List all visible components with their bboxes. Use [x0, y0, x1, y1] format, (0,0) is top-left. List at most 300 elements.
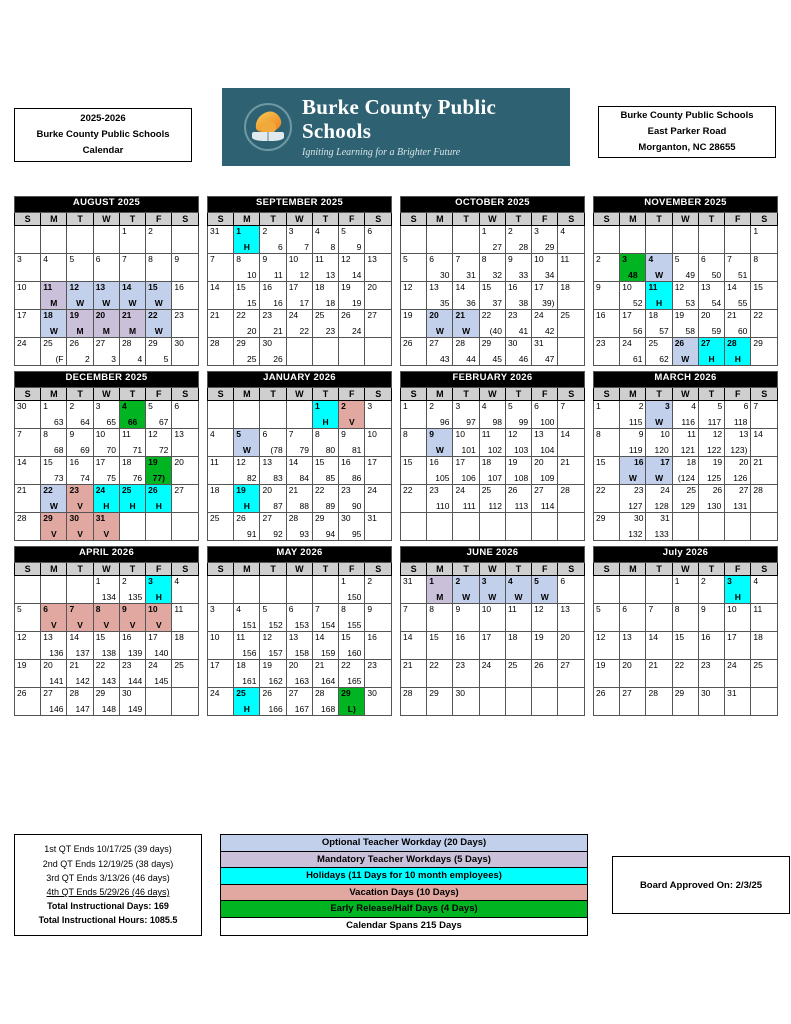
- day-cell[interactable]: [401, 485, 427, 513]
- day-cell[interactable]: [698, 632, 724, 660]
- day-cell[interactable]: [594, 338, 620, 366]
- day-cell[interactable]: [67, 401, 93, 429]
- day-cell[interactable]: [672, 688, 698, 716]
- day-cell[interactable]: [672, 429, 698, 457]
- day-cell[interactable]: [15, 254, 41, 282]
- day-cell[interactable]: [427, 338, 453, 366]
- day-cell[interactable]: [365, 457, 392, 485]
- day-cell[interactable]: [751, 429, 778, 457]
- day-cell[interactable]: [479, 226, 505, 254]
- day-cell[interactable]: [427, 310, 453, 338]
- day-cell[interactable]: [672, 660, 698, 688]
- day-cell[interactable]: [672, 338, 698, 366]
- day-cell[interactable]: [41, 513, 67, 541]
- day-cell[interactable]: [41, 282, 67, 310]
- day-cell[interactable]: [401, 457, 427, 485]
- day-cell[interactable]: [532, 604, 558, 632]
- day-cell[interactable]: [725, 576, 751, 604]
- day-cell[interactable]: [620, 310, 646, 338]
- day-cell[interactable]: [427, 401, 453, 429]
- day-cell[interactable]: [505, 604, 531, 632]
- day-cell[interactable]: [725, 688, 751, 716]
- day-cell[interactable]: [234, 485, 260, 513]
- day-cell[interactable]: [505, 576, 531, 604]
- day-cell[interactable]: [427, 576, 453, 604]
- day-cell[interactable]: [234, 429, 260, 457]
- day-cell[interactable]: [234, 226, 260, 254]
- day-cell[interactable]: [286, 513, 312, 541]
- day-cell[interactable]: [505, 429, 531, 457]
- day-cell[interactable]: [620, 282, 646, 310]
- day-cell[interactable]: [312, 401, 338, 429]
- day-cell[interactable]: [260, 660, 286, 688]
- day-cell[interactable]: [234, 660, 260, 688]
- day-cell[interactable]: [751, 310, 778, 338]
- day-cell[interactable]: [594, 688, 620, 716]
- day-cell[interactable]: [172, 338, 199, 366]
- day-cell[interactable]: [146, 485, 172, 513]
- day-cell[interactable]: [208, 457, 234, 485]
- day-cell[interactable]: [208, 632, 234, 660]
- day-cell[interactable]: [339, 660, 365, 688]
- day-cell[interactable]: [365, 429, 392, 457]
- day-cell[interactable]: [146, 457, 172, 485]
- day-cell[interactable]: [453, 632, 479, 660]
- day-cell[interactable]: [15, 282, 41, 310]
- day-cell[interactable]: [286, 254, 312, 282]
- day-cell[interactable]: [93, 457, 119, 485]
- day-cell[interactable]: [427, 429, 453, 457]
- day-cell[interactable]: [312, 457, 338, 485]
- day-cell[interactable]: [751, 660, 778, 688]
- day-cell[interactable]: [41, 604, 67, 632]
- day-cell[interactable]: [365, 401, 392, 429]
- day-cell[interactable]: [339, 401, 365, 429]
- day-cell[interactable]: [646, 513, 672, 541]
- day-cell[interactable]: [339, 576, 365, 604]
- day-cell[interactable]: [620, 688, 646, 716]
- day-cell[interactable]: [401, 688, 427, 716]
- day-cell[interactable]: [401, 604, 427, 632]
- day-cell[interactable]: [594, 401, 620, 429]
- day-cell[interactable]: [427, 688, 453, 716]
- day-cell[interactable]: [594, 429, 620, 457]
- day-cell[interactable]: [505, 282, 531, 310]
- day-cell[interactable]: [672, 457, 698, 485]
- day-cell[interactable]: [453, 604, 479, 632]
- day-cell[interactable]: [365, 485, 392, 513]
- day-cell[interactable]: [594, 660, 620, 688]
- day-cell[interactable]: [751, 254, 778, 282]
- day-cell[interactable]: [505, 457, 531, 485]
- day-cell[interactable]: [286, 688, 312, 716]
- day-cell[interactable]: [401, 310, 427, 338]
- day-cell[interactable]: [260, 457, 286, 485]
- day-cell[interactable]: [558, 660, 585, 688]
- day-cell[interactable]: [401, 401, 427, 429]
- day-cell[interactable]: [365, 576, 392, 604]
- day-cell[interactable]: [620, 660, 646, 688]
- day-cell[interactable]: [698, 485, 724, 513]
- day-cell[interactable]: [339, 310, 365, 338]
- day-cell[interactable]: [208, 310, 234, 338]
- day-cell[interactable]: [725, 429, 751, 457]
- day-cell[interactable]: [672, 401, 698, 429]
- day-cell[interactable]: [453, 429, 479, 457]
- day-cell[interactable]: [339, 457, 365, 485]
- day-cell[interactable]: [725, 282, 751, 310]
- day-cell[interactable]: [146, 338, 172, 366]
- day-cell[interactable]: [93, 254, 119, 282]
- day-cell[interactable]: [312, 660, 338, 688]
- day-cell[interactable]: [672, 254, 698, 282]
- day-cell[interactable]: [479, 576, 505, 604]
- day-cell[interactable]: [119, 254, 145, 282]
- day-cell[interactable]: [698, 660, 724, 688]
- day-cell[interactable]: [725, 254, 751, 282]
- day-cell[interactable]: [725, 338, 751, 366]
- day-cell[interactable]: [646, 310, 672, 338]
- day-cell[interactable]: [646, 254, 672, 282]
- day-cell[interactable]: [234, 282, 260, 310]
- day-cell[interactable]: [93, 576, 119, 604]
- day-cell[interactable]: [672, 576, 698, 604]
- day-cell[interactable]: [479, 254, 505, 282]
- day-cell[interactable]: [620, 632, 646, 660]
- day-cell[interactable]: [505, 338, 531, 366]
- day-cell[interactable]: [286, 282, 312, 310]
- day-cell[interactable]: [620, 338, 646, 366]
- day-cell[interactable]: [532, 576, 558, 604]
- day-cell[interactable]: [339, 282, 365, 310]
- day-cell[interactable]: [286, 457, 312, 485]
- day-cell[interactable]: [41, 310, 67, 338]
- day-cell[interactable]: [41, 338, 67, 366]
- day-cell[interactable]: [172, 282, 199, 310]
- day-cell[interactable]: [532, 429, 558, 457]
- day-cell[interactable]: [260, 310, 286, 338]
- day-cell[interactable]: [67, 429, 93, 457]
- day-cell[interactable]: [260, 226, 286, 254]
- day-cell[interactable]: [119, 632, 145, 660]
- day-cell[interactable]: [532, 457, 558, 485]
- day-cell[interactable]: [93, 604, 119, 632]
- day-cell[interactable]: [339, 226, 365, 254]
- day-cell[interactable]: [208, 429, 234, 457]
- day-cell[interactable]: [41, 660, 67, 688]
- day-cell[interactable]: [208, 513, 234, 541]
- day-cell[interactable]: [15, 401, 41, 429]
- day-cell[interactable]: [505, 632, 531, 660]
- day-cell[interactable]: [427, 604, 453, 632]
- day-cell[interactable]: [698, 401, 724, 429]
- day-cell[interactable]: [312, 282, 338, 310]
- day-cell[interactable]: [41, 688, 67, 716]
- day-cell[interactable]: [234, 632, 260, 660]
- day-cell[interactable]: [479, 485, 505, 513]
- day-cell[interactable]: [146, 576, 172, 604]
- day-cell[interactable]: [365, 310, 392, 338]
- day-cell[interactable]: [532, 226, 558, 254]
- day-cell[interactable]: [260, 485, 286, 513]
- day-cell[interactable]: [646, 282, 672, 310]
- day-cell[interactable]: [208, 226, 234, 254]
- day-cell[interactable]: [286, 429, 312, 457]
- day-cell[interactable]: [67, 310, 93, 338]
- day-cell[interactable]: [453, 485, 479, 513]
- day-cell[interactable]: [119, 338, 145, 366]
- day-cell[interactable]: [725, 604, 751, 632]
- day-cell[interactable]: [594, 513, 620, 541]
- day-cell[interactable]: [594, 604, 620, 632]
- day-cell[interactable]: [646, 429, 672, 457]
- day-cell[interactable]: [751, 576, 778, 604]
- day-cell[interactable]: [365, 660, 392, 688]
- day-cell[interactable]: [725, 310, 751, 338]
- day-cell[interactable]: [558, 632, 585, 660]
- day-cell[interactable]: [646, 604, 672, 632]
- day-cell[interactable]: [146, 282, 172, 310]
- day-cell[interactable]: [15, 485, 41, 513]
- day-cell[interactable]: [286, 485, 312, 513]
- day-cell[interactable]: [453, 688, 479, 716]
- day-cell[interactable]: [505, 401, 531, 429]
- day-cell[interactable]: [119, 401, 145, 429]
- day-cell[interactable]: [698, 338, 724, 366]
- day-cell[interactable]: [725, 632, 751, 660]
- day-cell[interactable]: [15, 429, 41, 457]
- day-cell[interactable]: [286, 660, 312, 688]
- day-cell[interactable]: [594, 485, 620, 513]
- day-cell[interactable]: [172, 660, 199, 688]
- day-cell[interactable]: [672, 632, 698, 660]
- day-cell[interactable]: [172, 485, 199, 513]
- day-cell[interactable]: [558, 226, 585, 254]
- day-cell[interactable]: [234, 604, 260, 632]
- day-cell[interactable]: [479, 310, 505, 338]
- day-cell[interactable]: [93, 310, 119, 338]
- day-cell[interactable]: [146, 310, 172, 338]
- day-cell[interactable]: [558, 429, 585, 457]
- day-cell[interactable]: [119, 457, 145, 485]
- day-cell[interactable]: [260, 254, 286, 282]
- day-cell[interactable]: [672, 604, 698, 632]
- day-cell[interactable]: [453, 282, 479, 310]
- day-cell[interactable]: [620, 604, 646, 632]
- day-cell[interactable]: [339, 254, 365, 282]
- day-cell[interactable]: [146, 632, 172, 660]
- day-cell[interactable]: [532, 282, 558, 310]
- day-cell[interactable]: [67, 282, 93, 310]
- day-cell[interactable]: [698, 688, 724, 716]
- day-cell[interactable]: [479, 660, 505, 688]
- day-cell[interactable]: [41, 457, 67, 485]
- day-cell[interactable]: [208, 282, 234, 310]
- day-cell[interactable]: [15, 513, 41, 541]
- day-cell[interactable]: [286, 604, 312, 632]
- day-cell[interactable]: [365, 254, 392, 282]
- day-cell[interactable]: [401, 660, 427, 688]
- day-cell[interactable]: [505, 310, 531, 338]
- day-cell[interactable]: [427, 282, 453, 310]
- day-cell[interactable]: [41, 429, 67, 457]
- day-cell[interactable]: [93, 485, 119, 513]
- day-cell[interactable]: [93, 401, 119, 429]
- day-cell[interactable]: [365, 513, 392, 541]
- day-cell[interactable]: [505, 485, 531, 513]
- day-cell[interactable]: [453, 576, 479, 604]
- day-cell[interactable]: [698, 254, 724, 282]
- day-cell[interactable]: [172, 429, 199, 457]
- day-cell[interactable]: [365, 226, 392, 254]
- day-cell[interactable]: [260, 429, 286, 457]
- day-cell[interactable]: [234, 688, 260, 716]
- day-cell[interactable]: [41, 485, 67, 513]
- day-cell[interactable]: [725, 457, 751, 485]
- day-cell[interactable]: [208, 338, 234, 366]
- day-cell[interactable]: [15, 310, 41, 338]
- day-cell[interactable]: [15, 660, 41, 688]
- day-cell[interactable]: [453, 338, 479, 366]
- day-cell[interactable]: [339, 632, 365, 660]
- day-cell[interactable]: [558, 282, 585, 310]
- day-cell[interactable]: [479, 282, 505, 310]
- day-cell[interactable]: [725, 485, 751, 513]
- day-cell[interactable]: [260, 632, 286, 660]
- day-cell[interactable]: [620, 485, 646, 513]
- day-cell[interactable]: [260, 338, 286, 366]
- day-cell[interactable]: [339, 688, 365, 716]
- day-cell[interactable]: [479, 632, 505, 660]
- day-cell[interactable]: [453, 310, 479, 338]
- day-cell[interactable]: [146, 401, 172, 429]
- day-cell[interactable]: [146, 254, 172, 282]
- day-cell[interactable]: [172, 254, 199, 282]
- day-cell[interactable]: [698, 604, 724, 632]
- day-cell[interactable]: [505, 226, 531, 254]
- day-cell[interactable]: [67, 660, 93, 688]
- day-cell[interactable]: [234, 338, 260, 366]
- day-cell[interactable]: [505, 254, 531, 282]
- day-cell[interactable]: [312, 429, 338, 457]
- day-cell[interactable]: [594, 254, 620, 282]
- day-cell[interactable]: [401, 254, 427, 282]
- day-cell[interactable]: [725, 660, 751, 688]
- day-cell[interactable]: [558, 576, 585, 604]
- day-cell[interactable]: [479, 604, 505, 632]
- day-cell[interactable]: [312, 254, 338, 282]
- day-cell[interactable]: [532, 338, 558, 366]
- day-cell[interactable]: [67, 632, 93, 660]
- day-cell[interactable]: [620, 429, 646, 457]
- day-cell[interactable]: [427, 632, 453, 660]
- day-cell[interactable]: [365, 604, 392, 632]
- day-cell[interactable]: [286, 226, 312, 254]
- day-cell[interactable]: [698, 576, 724, 604]
- day-cell[interactable]: [339, 513, 365, 541]
- day-cell[interactable]: [172, 401, 199, 429]
- day-cell[interactable]: [672, 282, 698, 310]
- day-cell[interactable]: [312, 485, 338, 513]
- day-cell[interactable]: [479, 457, 505, 485]
- day-cell[interactable]: [172, 604, 199, 632]
- day-cell[interactable]: [532, 401, 558, 429]
- day-cell[interactable]: [172, 310, 199, 338]
- day-cell[interactable]: [594, 282, 620, 310]
- day-cell[interactable]: [594, 310, 620, 338]
- day-cell[interactable]: [208, 604, 234, 632]
- day-cell[interactable]: [119, 688, 145, 716]
- day-cell[interactable]: [427, 485, 453, 513]
- day-cell[interactable]: [172, 457, 199, 485]
- day-cell[interactable]: [172, 576, 199, 604]
- day-cell[interactable]: [208, 688, 234, 716]
- day-cell[interactable]: [146, 604, 172, 632]
- day-cell[interactable]: [93, 632, 119, 660]
- day-cell[interactable]: [286, 632, 312, 660]
- day-cell[interactable]: [401, 576, 427, 604]
- day-cell[interactable]: [15, 338, 41, 366]
- day-cell[interactable]: [698, 282, 724, 310]
- day-cell[interactable]: [751, 485, 778, 513]
- day-cell[interactable]: [558, 310, 585, 338]
- day-cell[interactable]: [339, 604, 365, 632]
- day-cell[interactable]: [401, 429, 427, 457]
- day-cell[interactable]: [698, 310, 724, 338]
- day-cell[interactable]: [646, 457, 672, 485]
- day-cell[interactable]: [646, 485, 672, 513]
- day-cell[interactable]: [479, 338, 505, 366]
- day-cell[interactable]: [365, 282, 392, 310]
- day-cell[interactable]: [260, 513, 286, 541]
- day-cell[interactable]: [532, 632, 558, 660]
- day-cell[interactable]: [646, 401, 672, 429]
- day-cell[interactable]: [93, 660, 119, 688]
- day-cell[interactable]: [119, 485, 145, 513]
- day-cell[interactable]: [365, 688, 392, 716]
- day-cell[interactable]: [558, 604, 585, 632]
- day-cell[interactable]: [93, 429, 119, 457]
- day-cell[interactable]: [234, 513, 260, 541]
- day-cell[interactable]: [594, 632, 620, 660]
- day-cell[interactable]: [594, 457, 620, 485]
- day-cell[interactable]: [558, 457, 585, 485]
- day-cell[interactable]: [339, 429, 365, 457]
- day-cell[interactable]: [93, 688, 119, 716]
- day-cell[interactable]: [698, 457, 724, 485]
- day-cell[interactable]: [41, 254, 67, 282]
- day-cell[interactable]: [119, 282, 145, 310]
- day-cell[interactable]: [558, 254, 585, 282]
- day-cell[interactable]: [532, 310, 558, 338]
- day-cell[interactable]: [119, 429, 145, 457]
- day-cell[interactable]: [146, 429, 172, 457]
- day-cell[interactable]: [208, 485, 234, 513]
- day-cell[interactable]: [286, 310, 312, 338]
- day-cell[interactable]: [620, 457, 646, 485]
- day-cell[interactable]: [234, 310, 260, 338]
- day-cell[interactable]: [312, 226, 338, 254]
- day-cell[interactable]: [15, 457, 41, 485]
- day-cell[interactable]: [67, 604, 93, 632]
- day-cell[interactable]: [67, 457, 93, 485]
- day-cell[interactable]: [558, 485, 585, 513]
- day-cell[interactable]: [67, 688, 93, 716]
- day-cell[interactable]: [312, 604, 338, 632]
- day-cell[interactable]: [751, 282, 778, 310]
- day-cell[interactable]: [751, 632, 778, 660]
- day-cell[interactable]: [119, 226, 145, 254]
